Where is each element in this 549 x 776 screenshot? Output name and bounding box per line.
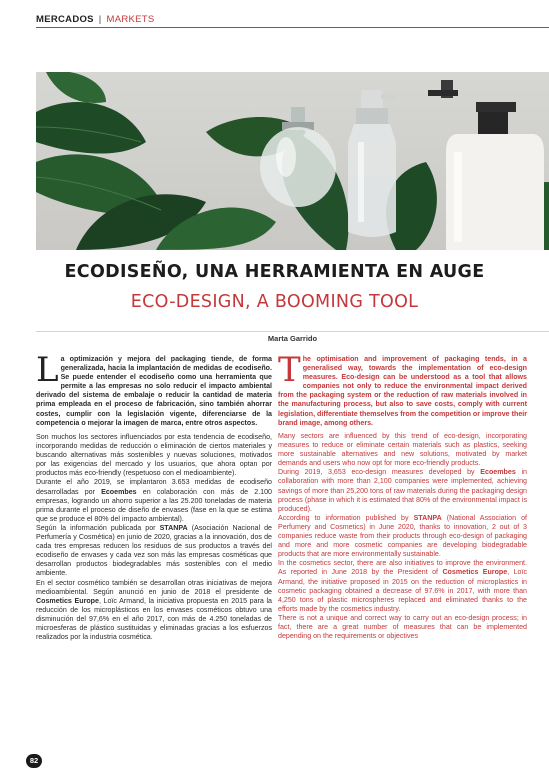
paragraph-spanish-3: Según la información publicada por STANPA (Asociación Nacional de Perfumería y Cosmética) en junio de 2020, gracias a la innovación, dos de cada tres empresas reducen los residuos de sus productos a través del ecodiseño de envases y cada vez son más las empresas cosméticas que desarrollan productos biodegradables más sostenibles con el medio ambiente.	[36, 523, 272, 578]
lead-paragraph-spanish	[36, 350, 272, 428]
org-cosmetics-europe-es: Cosmetics Europe	[36, 596, 99, 605]
paragraph-spanish-1: Son muchos los sectores influenciados por esta tendencia de ecodiseño, incorporando medidas de reducción o eliminación de ciertos materiales y buscando alternativas más sostenibles y nuevas soluciones, motivados por las exigencias del mercado y los usuarios, que ahora optan por productos más eco-friendly (respetuoso con el medioambiente).	[36, 433, 272, 478]
author-divider	[36, 331, 549, 332]
org-stanpa-en: STANPA	[413, 513, 442, 522]
body-spanish	[36, 433, 272, 642]
org-ecoembes-es: Ecoembes	[101, 487, 137, 496]
body-english	[278, 432, 527, 641]
section-separator: |	[98, 14, 102, 25]
paragraph-english-5: There is not a unique and correct way to carry out an eco-design process; in fact, there are a great number of measures that can be implemented depending on the requirements or objectives	[278, 613, 527, 641]
paragraph-english-1: Many sectors are influenced by this trend of eco-design, incorporating measures to reduce or eliminate certain materials such as plastics, seeking more sustainable alternatives and new solutions, motivated by market demands and users who now opt for more eco-friendly products.	[278, 432, 527, 468]
paragraph-spanish-2: Durante el año 2019, se implantaron 3.653 medidas de ecodiseño desarrolladas por Ecoembes en colaboración con más de 2.100 empresas, logrando un ahorro superior a las 25.200 toneladas de materia prima durante el proceso de diseño de envases (fase en la que se estima que se produce el 80% del impacto ambiental).	[36, 478, 273, 523]
paragraph-english-3: According to information published by STANPA (National Association of Perfumery and Cosmetics) in June 2020, thanks to innovation, 2 out of 3 companies reduce waste from their products through eco-design of packaging and more and more cosmetic companies are developing biodegradable products that are more environmentally sustainable.	[278, 513, 527, 559]
paragraph-english-4: In the cosmetics sector, there are also initiatives to improve the environment. As reported in June 2018 by the President of Cosmetics Europe, Loïc Armand, the initiative proposed in 2015 on the reduction of microplastics in cosmetic packaging obtained a decrease of 97.6% in 2017, with more than 4,250 tons of plastic microspheres replaced and eliminated thanks to the efforts made by the cosmetics industry.	[278, 559, 527, 613]
subsection-label: MARKETS	[106, 14, 155, 25]
cosmetic-bottles-leaves-illustration	[36, 72, 549, 250]
header-rule	[36, 27, 549, 28]
org-cosmetics-europe-en: Cosmetics Europe	[442, 568, 508, 577]
paragraph-english-2: During 2019, 3,653 eco-design measures developed by Ecoembes in collaboration with more than 2,100 companies were implemented, achieving savings of more than 25,200 tons of raw materials during the packaging design process (phase in which it is estimated that 80% of the environmental impact is produced).	[278, 468, 527, 513]
drop-cap-spanish: L	[36, 350, 59, 390]
lead-text-english: he optimisation and improvement of packaging tends, in a generalised way, towards the implementation of eco-design measures. Eco-design can be understood as a tool that allows companies not only to reduce the environmental impact derived from the packaging system or the reduction of raw materials involved in the manufacturing process, but also to save costs, comply with current legislation, differentiate themselves from the competition or improve their brand image, among others.	[278, 355, 527, 427]
lead-text-spanish: a optimización y mejora del packaging tiende, de forma generalizada, hacia la implantación de medidas de ecodiseño. Se puede entender el ecodiseño como una herramienta que permite a las empresas no solo reducir el impacto ambiental derivado del sistema de embalaje o reducir la cantidad de materia prima empleada en el proceso de fabricación, sino también ahorrar costes, cumplir con la legislación vigente, diferenciarse de la competencia o mejorar la imagen de marca, entre otros aspectos.	[36, 355, 272, 427]
author-byline: Marta Garrido	[267, 334, 318, 343]
section-label: MERCADOS	[36, 14, 94, 25]
article-title-spanish: ECODISEÑO, UNA HERRAMIENTA EN AUGE	[64, 262, 485, 282]
lead-paragraph-english	[278, 350, 527, 428]
article-title-english: ECO-DESIGN, A BOOMING TOOL	[130, 292, 419, 312]
org-ecoembes-en: Ecoembes	[480, 468, 516, 477]
paragraph-spanish-4: En el sector cosmético también se desarrollan otras iniciativas de mejora medioambiental. Según anunció en junio de 2018 el presidente de Cosmetics Europe, Loïc Armand, la iniciativa propuesta en 2015 para la reducción de los microplásticos en los envases cosméticos obtuvo una disminución del 97,6% en el año 2017, con más de 4.250 toneladas de microesferas de plástico sustituidas y eliminadas gracias a los esfuerzos realizados por la industria cosmética.	[36, 578, 272, 642]
org-stanpa-es: STANPA	[159, 523, 188, 532]
section-header	[36, 14, 155, 25]
article-photo	[36, 72, 549, 250]
page-number: 82	[26, 754, 42, 768]
drop-cap-english: T	[278, 350, 301, 390]
